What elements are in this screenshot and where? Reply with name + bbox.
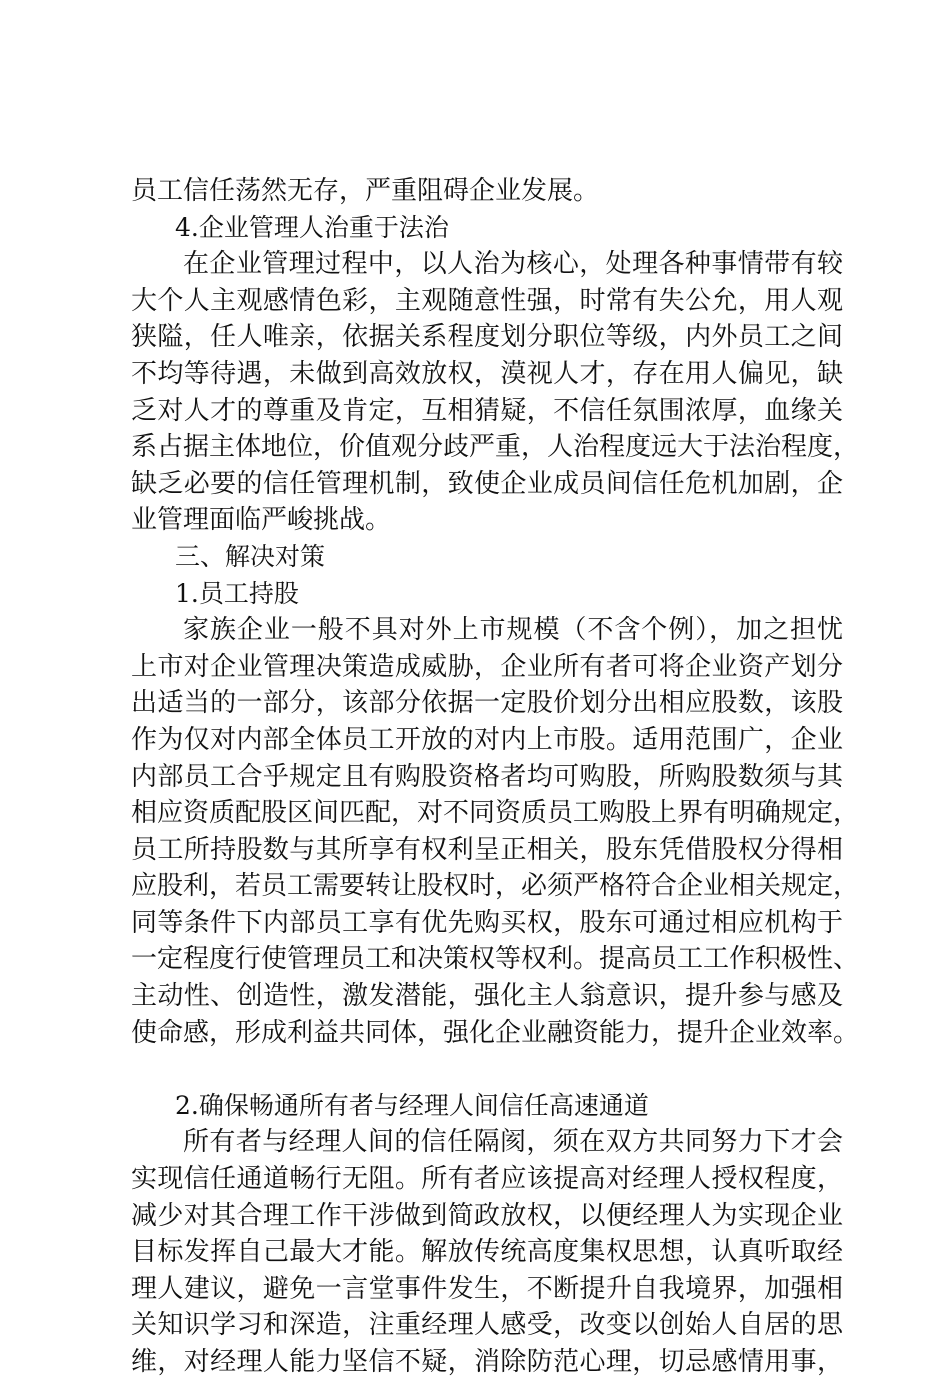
section-heading-4: 4.企业管理人治重于法治 <box>175 212 449 242</box>
document-body <box>131 173 860 1381</box>
paragraph-line: 乏对人才的尊重及肯定，互相猜疑，不信任氛围浓厚，血缘关 <box>131 395 843 426</box>
paragraph-line: 系占据主体地位，价值观分歧严重，人治程度远大于法治程度， <box>131 432 860 463</box>
paragraph-line: 家族企业一般不具对外上市规模（不含个例），加之担忧 <box>183 615 843 646</box>
paragraph-line: 目标发挥自己最大才能。解放传统高度集权思想，认真听取经 <box>131 1237 843 1268</box>
paragraph-line: 减少对其合理工作干涉做到简政放权，以便经理人为实现企业 <box>131 1200 843 1231</box>
paragraph-line: 大个人主观感情色彩，主观随意性强，时常有失公允，用人观 <box>131 285 843 316</box>
section-heading-solutions: 三、解决对策 <box>175 541 326 571</box>
paragraph-line: 所有者与经理人间的信任隔阂，须在双方共同努力下才会 <box>183 1127 843 1158</box>
paragraph-trust-channel <box>131 1124 843 1380</box>
paragraph-line: 实现信任通道畅行无阻。所有者应该提高对经理人授权程度， <box>131 1164 843 1195</box>
paragraph-line: 内部员工合乎规定且有购股资格者均可购股，所购股数须与其 <box>131 761 843 792</box>
paragraph-line: 业管理面临严峻挑战。 <box>131 505 392 536</box>
paragraph-line: 应股利，若员工需要转让股权时，必须严格符合企业相关规定， <box>131 871 860 902</box>
paragraph-line: 相应资质配股区间匹配，对不同资质员工购股上界有明确规定， <box>131 798 860 829</box>
paragraph-line: 主动性、创造性，激发潜能，强化主人翁意识，提升参与感及 <box>131 981 843 1012</box>
paragraph-line: 理人建议，避免一言堂事件发生，不断提升自我境界，加强相 <box>131 1273 843 1304</box>
paragraph-line: 同等条件下内部员工享有优先购买权，股东可通过相应机构于 <box>131 907 843 938</box>
paragraph-line: 狭隘，任人唯亲，依据关系程度划分职位等级，内外员工之间 <box>131 322 843 353</box>
paragraph-rule-of-man <box>131 246 860 539</box>
paragraph-line: 出适当的一部分，该部分依据一定股价划分出相应股数，该股 <box>131 688 843 719</box>
section-heading-trust-channel: 2.确保畅通所有者与经理人间信任高速通道 <box>175 1090 649 1120</box>
paragraph-line: 缺乏必要的信任管理机制，致使企业成员间信任危机加剧，企 <box>131 468 843 499</box>
paragraph-line: 员工信任荡然无存，严重阻碍企业发展。 <box>131 176 600 206</box>
paragraph-gap <box>131 1051 843 1088</box>
paragraph-line: 作为仅对内部全体员工开放的对内上市股。适用范围广，企业 <box>131 724 843 755</box>
paragraph-line: 一定程度行使管理员工和决策权等权利。提高员工工作积极性、 <box>131 944 860 975</box>
paragraph-line: 不均等待遇，未做到高效放权，漠视人才，存在用人偏见，缺 <box>131 358 843 389</box>
paragraph-line: 使命感，形成利益共同体，强化企业融资能力，提升企业效率。 <box>131 1017 860 1048</box>
section-heading-employee-shares: 1.员工持股 <box>175 578 299 608</box>
paragraph-employee-shares <box>131 612 860 1051</box>
paragraph-line: 关知识学习和深造，注重经理人感受，改变以创始人自居的思 <box>131 1310 843 1341</box>
paragraph-line: 员工所持股数与其所享有权利呈正相关，股东凭借股权分得相 <box>131 834 843 865</box>
paragraph-line: 上市对企业管理决策造成威胁，企业所有者可将企业资产划分 <box>131 651 843 682</box>
paragraph-line: 在企业管理过程中，以人治为核心，处理各种事情带有较 <box>183 249 843 280</box>
paragraph-line: 维，对经理人能力坚信不疑，消除防范心理，切忌感情用事， <box>131 1347 843 1377</box>
